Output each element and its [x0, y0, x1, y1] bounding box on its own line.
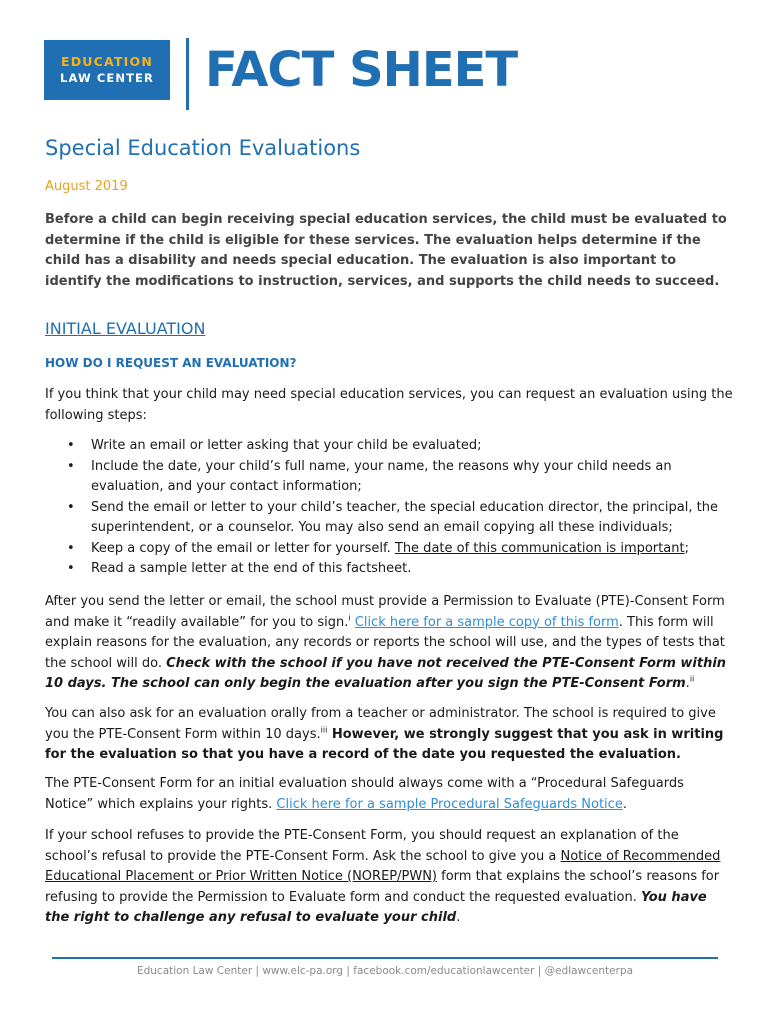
text: You can also ask for an evaluation orally from a teacher or administrator. The school is required to give you the PTE-Consent Form within 10 days.: [45, 706, 716, 742]
paragraph-oral-request: [45, 704, 733, 766]
step-text: Include the date, your child’s full name, your name, the reasons why your child needs an evaluation, and your contact information;: [91, 458, 672, 494]
footer-text: Education Law Center | www.elc-pa.org | facebook.com/educationlawcenter | @edlawcenterpa: [136, 965, 634, 977]
step-text: Read a sample letter at the end of this factsheet.: [91, 561, 412, 576]
text: .: [685, 676, 690, 691]
emphasis-text: Check with the school if you have not received the PTE-Consent Form within 10 days. The school can only begin the evaluation after you sign the PTE-Consent Form: [45, 655, 727, 691]
paragraph-pte-consent: [45, 592, 733, 695]
logo-line-education: EDUCATION: [60, 54, 153, 69]
step-text: Send the email or letter to your child’s teacher, the special education director, the principal, the superintendent, or a counselor. You may also send an email copying all these individuals;: [91, 499, 718, 535]
section-subheading: HOW DO I REQUEST AN EVALUATION?: [45, 356, 297, 370]
education-law-center-logo: [44, 40, 170, 100]
safeguards-notice-link[interactable]: Click here for a sample Procedural Safeguards Notice: [276, 796, 623, 812]
step-text: Keep a copy of the email or letter for yourself.: [91, 540, 395, 556]
document-date: August 2019: [45, 179, 128, 194]
logo-line-law-center: LAW CENTER: [60, 71, 154, 85]
footer-divider: [52, 957, 718, 959]
list-item: [45, 559, 733, 580]
paragraph-refusal: [45, 826, 733, 929]
bullet-icon: •: [67, 458, 75, 474]
list-item: [45, 539, 733, 560]
bullet-icon: •: [67, 499, 75, 515]
footnote-ref: ii: [689, 674, 695, 684]
norep-text: Notice of Recommended Educational Placement or Prior Written Notice (NOREP/PWN): [45, 848, 721, 884]
fact-sheet-title: FACT SHEET: [205, 42, 518, 98]
footnote-ref: i: [348, 613, 351, 623]
list-item: [45, 436, 733, 457]
step-text: Write an email or letter asking that your child be evaluated;: [91, 438, 482, 453]
text: The PTE-Consent Form for an initial evaluation should always come with a “Procedural Safeguards Notice” which explains your rights.: [45, 776, 684, 812]
text: form that explains the school’s reasons for refusing to provide the Permission to Evaluate form and conduct the requested evaluation.: [45, 869, 720, 905]
footnote-ref: iii: [320, 725, 328, 735]
intro-paragraph: Before a child can begin receiving special education services, the child must be evaluated to determine if the child is eligible for these services. The evaluation helps determine if the child has a disability and needs special education. The evaluation is also important to identify the modifications to instruction, services, and supports the child needs to succeed.: [45, 212, 727, 289]
header-divider: [186, 38, 189, 110]
steps-list: [45, 436, 733, 580]
list-item: [45, 498, 733, 539]
paragraph-safeguards: [45, 774, 733, 815]
text: If your school refuses to provide the PTE-Consent Form, you should request an explanation of the school’s refusal to provide the PTE-Consent Form. Ask the school to give you a: [45, 828, 679, 864]
paragraph-request-steps: If you think that your child may need special education services, you can request an evaluation using the following steps:: [45, 387, 733, 423]
sample-form-link[interactable]: Click here for a sample copy of this form: [354, 614, 619, 630]
bullet-icon: •: [67, 438, 75, 453]
step-punct: ;: [684, 540, 689, 556]
text: . This form will explain reasons for the evaluation, any records or reports the school will use, and the types of tests that the school will do.: [45, 614, 725, 671]
bullet-icon: •: [67, 561, 75, 576]
step-emphasis: The date of this communication is important: [394, 540, 685, 556]
text: After you send the letter or email, the school must provide a Permission to Evaluate (PTE)-Consent Form and make it “readily available” for you to sign.: [45, 594, 725, 630]
text: .: [456, 910, 461, 925]
section-heading: INITIAL EVALUATION: [45, 319, 206, 338]
text: .: [622, 796, 627, 812]
bold-text: However, we strongly suggest that you ask in writing for the evaluation so that you have a record of the date you requested the evaluation.: [45, 726, 724, 762]
bullet-icon: •: [67, 540, 75, 556]
emphasis-text: You have the right to challenge any refusal to evaluate your child: [45, 889, 707, 925]
document-title: Special Education Evaluations: [45, 136, 361, 160]
list-item: [45, 457, 733, 498]
